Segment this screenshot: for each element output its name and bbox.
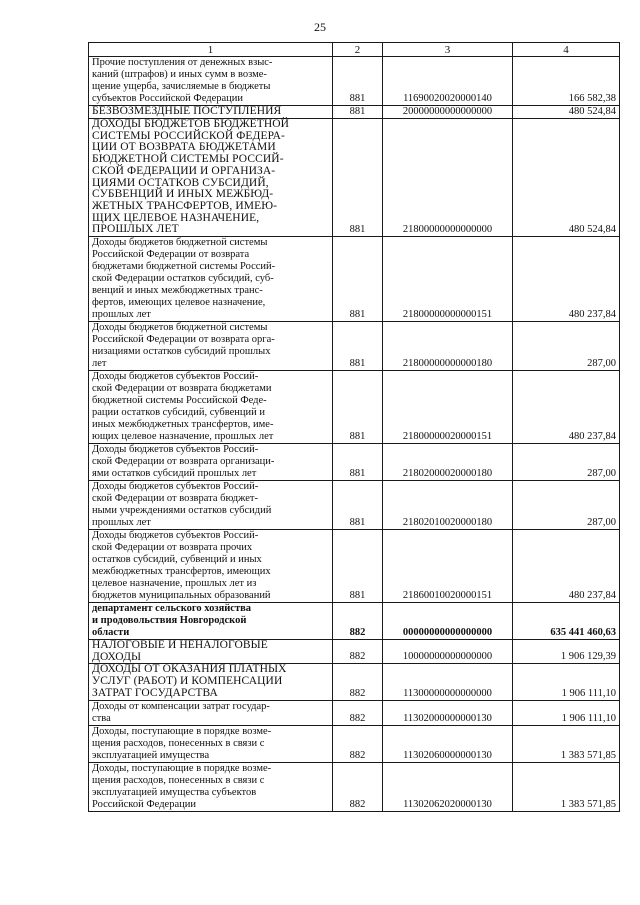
row-description: Прочие поступления от денежных взыс- каний (штрафов) и иных сумм в возме- щение ущерба, зачисляемые в бюджеты субъектов Российской Федерации — [89, 57, 333, 106]
header-col-1: 1 — [89, 43, 333, 57]
row-description: Доходы бюджетов субъектов Россий- ской Федерации от возврата бюджетами бюджетной системы Российской Феде- рации остатков субсидий, субвенций и иных межбюджетных трансфертов, име- ющих целевое назначение, прошлых лет — [89, 371, 333, 444]
row-amount: 480 524,84 — [513, 106, 620, 119]
row-amount: 1 906 111,10 — [513, 700, 620, 725]
table-row — [89, 640, 620, 664]
row-admin-code: 881 — [333, 237, 383, 322]
row-amount: 1 383 571,85 — [513, 762, 620, 811]
header-col-2: 2 — [333, 43, 383, 57]
row-amount: 287,00 — [513, 322, 620, 371]
header-col-3: 3 — [383, 43, 513, 57]
row-admin-code: 882 — [333, 603, 383, 640]
row-amount: 480 237,84 — [513, 237, 620, 322]
row-budget-code: 11690020020000140 — [383, 57, 513, 106]
table-row — [89, 57, 620, 106]
row-admin-code: 881 — [333, 106, 383, 119]
row-amount: 166 582,38 — [513, 57, 620, 106]
row-admin-code: 882 — [333, 725, 383, 762]
row-amount: 287,00 — [513, 444, 620, 481]
row-amount: 480 524,84 — [513, 119, 620, 237]
table-row — [89, 371, 620, 444]
row-amount: 1 383 571,85 — [513, 725, 620, 762]
row-description: Доходы бюджетов субъектов Россий- ской Федерации от возврата организаци- ями остатков субсидий прошлых лет — [89, 444, 333, 481]
row-budget-code: 21800000000000180 — [383, 322, 513, 371]
page-number: 25 — [314, 20, 326, 34]
table-row — [89, 700, 620, 725]
row-budget-code: 11302060000000130 — [383, 725, 513, 762]
row-admin-code: 882 — [333, 664, 383, 700]
revenue-table — [88, 42, 620, 812]
table-row — [89, 237, 620, 322]
row-budget-code: 00000000000000000 — [383, 603, 513, 640]
row-amount: 635 441 460,63 — [513, 603, 620, 640]
row-amount: 480 237,84 — [513, 530, 620, 603]
row-amount: 1 906 129,39 — [513, 640, 620, 664]
row-description: БЕЗВОЗМЕЗДНЫЕ ПОСТУПЛЕНИЯ — [89, 106, 333, 119]
row-description: Доходы, поступающие в порядке возме- щения расходов, понесенных в связи с эксплуатацией имущества субъектов Российской Федерации — [89, 762, 333, 811]
table-row — [89, 530, 620, 603]
row-budget-code: 11302062020000130 — [383, 762, 513, 811]
row-description: Доходы, поступающие в порядке возме- щения расходов, понесенных в связи с эксплуатацией имущества — [89, 725, 333, 762]
row-budget-code: 11300000000000000 — [383, 664, 513, 700]
table-row — [89, 481, 620, 530]
header-col-4: 4 — [513, 43, 620, 57]
row-admin-code: 881 — [333, 322, 383, 371]
row-description: Доходы бюджетов субъектов Россий- ской Федерации от возврата бюджет- ными учреждениями остатков субсидий прошлых лет — [89, 481, 333, 530]
row-admin-code: 882 — [333, 700, 383, 725]
row-amount: 287,00 — [513, 481, 620, 530]
row-budget-code: 21860010020000151 — [383, 530, 513, 603]
table-row — [89, 119, 620, 237]
row-description: ДОХОДЫ ОТ ОКАЗАНИЯ ПЛАТНЫХ УСЛУГ (РАБОТ) И КОМПЕНСАЦИИ ЗАТРАТ ГОСУДАРСТВА — [89, 664, 333, 700]
row-admin-code: 882 — [333, 762, 383, 811]
row-admin-code: 881 — [333, 57, 383, 106]
table-row — [89, 762, 620, 811]
row-admin-code: 881 — [333, 481, 383, 530]
row-budget-code: 21800000000000151 — [383, 237, 513, 322]
row-budget-code: 10000000000000000 — [383, 640, 513, 664]
table-row — [89, 106, 620, 119]
row-budget-code: 21802010020000180 — [383, 481, 513, 530]
row-budget-code: 21802000020000180 — [383, 444, 513, 481]
table-row — [89, 444, 620, 481]
row-amount: 1 906 111,10 — [513, 664, 620, 700]
table-row — [89, 725, 620, 762]
row-admin-code: 881 — [333, 119, 383, 237]
table-row — [89, 603, 620, 640]
row-budget-code: 20000000000000000 — [383, 106, 513, 119]
row-description: Доходы бюджетов бюджетной системы Российской Федерации от возврата бюджетами бюджетной системы Россий- ской Федерации остатков субсидий, суб- венций и иных межбюджетных транс- фертов, имеющих целевое назначение, прошлых лет — [89, 237, 333, 322]
row-description: Доходы от компенсации затрат государ- ства — [89, 700, 333, 725]
row-description: ДОХОДЫ БЮДЖЕТОВ БЮДЖЕТНОЙ СИСТЕМЫ РОССИЙСКОЙ ФЕДЕРА- ЦИИ ОТ ВОЗВРАТА БЮДЖЕТАМИ БЮДЖЕТНОЙ СИСТЕМЫ РОССИЙ- СКОЙ ФЕДЕРАЦИИ И ОРГАНИЗА- ЦИЯМИ ОСТАТКОВ СУБСИДИЙ, СУБВЕНЦИЙ И ИНЫХ МЕЖБЮД- ЖЕТНЫХ ТРАНСФЕРТОВ, ИМЕЮ- ЩИХ ЦЕЛЕВОЕ НАЗНАЧЕНИЕ, ПРОШЛЫХ ЛЕТ — [89, 119, 333, 237]
table-row — [89, 664, 620, 700]
table-row — [89, 322, 620, 371]
row-amount: 480 237,84 — [513, 371, 620, 444]
row-description: Доходы бюджетов субъектов Россий- ской Федерации от возврата прочих остатков субсидий, субвенций и иных межбюджетных трансфертов, имеющих целевое назначение, прошлых лет из бюджетов муниципальных образований — [89, 530, 333, 603]
row-admin-code: 881 — [333, 371, 383, 444]
row-description: НАЛОГОВЫЕ И НЕНАЛОГОВЫЕ ДОХОДЫ — [89, 640, 333, 664]
row-budget-code: 11302000000000130 — [383, 700, 513, 725]
row-admin-code: 881 — [333, 444, 383, 481]
row-budget-code: 21800000000000000 — [383, 119, 513, 237]
row-description: департамент сельского хозяйства и продовольствия Новгородской области — [89, 603, 333, 640]
row-admin-code: 881 — [333, 530, 383, 603]
row-budget-code: 21800000020000151 — [383, 371, 513, 444]
table-header-row — [89, 43, 620, 57]
row-description: Доходы бюджетов бюджетной системы Российской Федерации от возврата орга- низациями остатков субсидий прошлых лет — [89, 322, 333, 371]
row-admin-code: 882 — [333, 640, 383, 664]
